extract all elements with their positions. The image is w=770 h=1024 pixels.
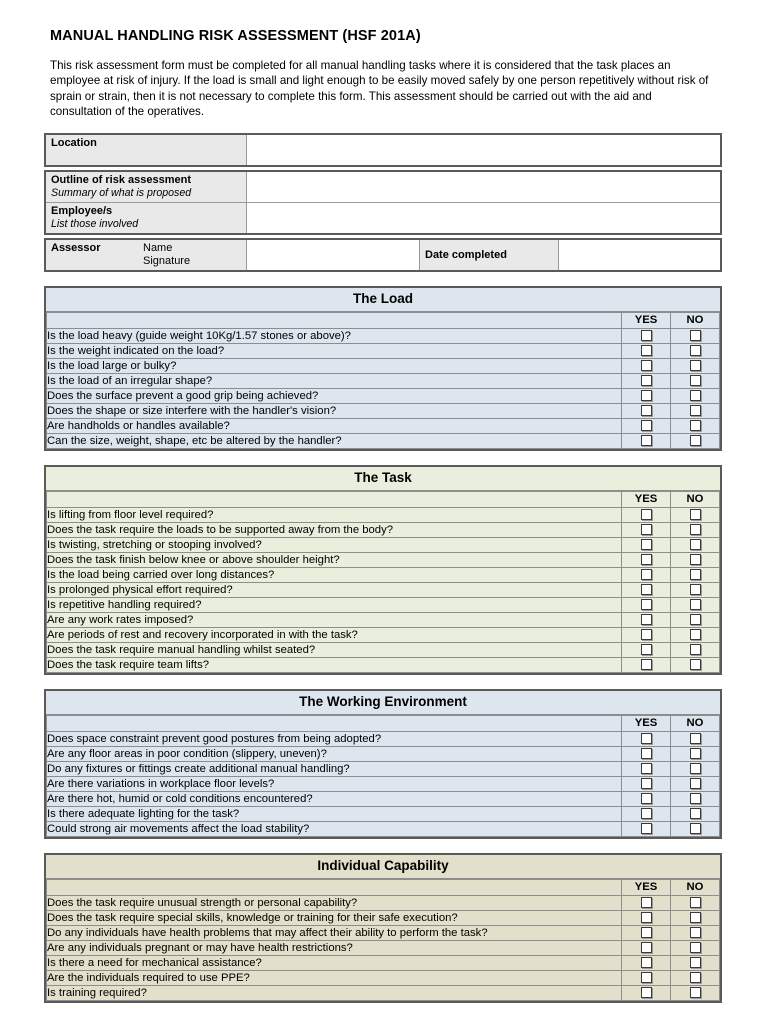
document-body bbox=[44, 28, 726, 1003]
column-header-yes: YES bbox=[622, 880, 671, 896]
checkbox-no-icon[interactable] bbox=[690, 793, 701, 804]
page-title: MANUAL HANDLING RISK ASSESSMENT (HSF 201A) bbox=[50, 28, 421, 44]
question-label: Is there a need for mechanical assistance? bbox=[47, 956, 622, 971]
location-label: Location bbox=[51, 137, 97, 150]
table-row bbox=[47, 598, 720, 613]
outline-label-cell bbox=[45, 171, 247, 203]
checkbox-cell-no[interactable] bbox=[671, 434, 720, 449]
header-blank-cell bbox=[47, 313, 622, 329]
checkbox-yes-icon[interactable] bbox=[641, 987, 652, 998]
table-row bbox=[47, 971, 720, 986]
column-header-yes: YES bbox=[622, 492, 671, 508]
checkbox-cell-yes[interactable] bbox=[622, 762, 671, 777]
outline-label: Outline of risk assessment bbox=[51, 174, 191, 187]
checkbox-yes-icon[interactable] bbox=[641, 823, 652, 834]
checkbox-cell-no[interactable] bbox=[671, 658, 720, 673]
checkbox-yes-icon[interactable] bbox=[641, 569, 652, 580]
checkbox-yes-icon[interactable] bbox=[641, 435, 652, 446]
checkbox-cell-yes[interactable] bbox=[622, 926, 671, 941]
checkbox-cell-no[interactable] bbox=[671, 598, 720, 613]
employees-label-cell bbox=[45, 203, 247, 235]
checkbox-cell-yes[interactable] bbox=[622, 777, 671, 792]
question-label: Does the task require unusual strength or personal capability? bbox=[47, 896, 622, 911]
question-label: Are the individuals required to use PPE? bbox=[47, 971, 622, 986]
questions-table-load bbox=[46, 312, 720, 449]
checkbox-cell-yes[interactable] bbox=[622, 508, 671, 523]
section-environment bbox=[44, 689, 722, 839]
table-row bbox=[45, 134, 721, 166]
checkbox-cell-yes[interactable] bbox=[622, 568, 671, 583]
checkbox-no-icon[interactable] bbox=[690, 509, 701, 520]
checkbox-cell-yes[interactable] bbox=[622, 792, 671, 807]
table-row bbox=[47, 762, 720, 777]
checkbox-cell-no[interactable] bbox=[671, 732, 720, 747]
checkbox-cell-yes[interactable] bbox=[622, 747, 671, 762]
checkbox-yes-icon[interactable] bbox=[641, 897, 652, 908]
checkbox-cell-yes[interactable] bbox=[622, 419, 671, 434]
checkbox-cell-yes[interactable] bbox=[622, 658, 671, 673]
assessor-label-cell bbox=[45, 239, 247, 271]
checkbox-no-icon[interactable] bbox=[690, 733, 701, 744]
outline-sublabel: Summary of what is proposed bbox=[51, 187, 192, 200]
checkbox-cell-no[interactable] bbox=[671, 747, 720, 762]
checkbox-cell-yes[interactable] bbox=[622, 628, 671, 643]
checkbox-cell-yes[interactable] bbox=[622, 583, 671, 598]
table-row bbox=[47, 434, 720, 449]
employees-sublabel: List those involved bbox=[51, 218, 139, 231]
checkbox-yes-icon[interactable] bbox=[641, 957, 652, 968]
checkbox-no-icon[interactable] bbox=[690, 659, 701, 670]
column-header-no: NO bbox=[671, 492, 720, 508]
question-label: Is the load of an irregular shape? bbox=[47, 374, 622, 389]
column-header-no: NO bbox=[671, 880, 720, 896]
checkbox-cell-yes[interactable] bbox=[622, 896, 671, 911]
table-row bbox=[47, 643, 720, 658]
table-row bbox=[47, 583, 720, 598]
question-label: Does the task require special skills, knowledge or training for their safe execution? bbox=[47, 911, 622, 926]
checkbox-no-icon[interactable] bbox=[690, 823, 701, 834]
column-header-no: NO bbox=[671, 313, 720, 329]
checkbox-yes-icon[interactable] bbox=[641, 614, 652, 625]
checkbox-cell-yes[interactable] bbox=[622, 344, 671, 359]
checkbox-cell-no[interactable] bbox=[671, 822, 720, 837]
checkbox-yes-icon[interactable] bbox=[641, 733, 652, 744]
checkbox-cell-yes[interactable] bbox=[622, 538, 671, 553]
checkbox-cell-yes[interactable] bbox=[622, 389, 671, 404]
checkbox-no-icon[interactable] bbox=[690, 972, 701, 983]
table-row bbox=[47, 986, 720, 1001]
table-row bbox=[47, 419, 720, 434]
checkbox-cell-yes[interactable] bbox=[622, 941, 671, 956]
checkbox-no-icon[interactable] bbox=[690, 524, 701, 535]
checkbox-no-icon[interactable] bbox=[690, 375, 701, 386]
checkbox-cell-no[interactable] bbox=[671, 553, 720, 568]
question-label: Does the shape or size interfere with the handler's vision? bbox=[47, 404, 622, 419]
section-capability bbox=[44, 853, 722, 1003]
checkbox-cell-no[interactable] bbox=[671, 419, 720, 434]
checkbox-no-icon[interactable] bbox=[690, 599, 701, 610]
table-row bbox=[45, 203, 721, 235]
checkbox-cell-yes[interactable] bbox=[622, 404, 671, 419]
assessor-name-signature bbox=[143, 242, 190, 268]
question-label: Is twisting, stretching or stooping involved? bbox=[47, 538, 622, 553]
checkbox-no-icon[interactable] bbox=[690, 927, 701, 938]
checkbox-no-icon[interactable] bbox=[690, 330, 701, 341]
checkbox-no-icon[interactable] bbox=[690, 390, 701, 401]
question-label: Could strong air movements affect the load stability? bbox=[47, 822, 622, 837]
checkbox-cell-yes[interactable] bbox=[622, 732, 671, 747]
table-row bbox=[47, 792, 720, 807]
checkbox-yes-icon[interactable] bbox=[641, 539, 652, 550]
checkbox-cell-no[interactable] bbox=[671, 926, 720, 941]
table-row bbox=[47, 911, 720, 926]
section-task bbox=[44, 465, 722, 675]
checkbox-cell-no[interactable] bbox=[671, 359, 720, 374]
table-row bbox=[47, 747, 720, 762]
checkbox-cell-no[interactable] bbox=[671, 911, 720, 926]
checkbox-yes-icon[interactable] bbox=[641, 927, 652, 938]
checkbox-cell-no[interactable] bbox=[671, 956, 720, 971]
checkbox-cell-no[interactable] bbox=[671, 344, 720, 359]
checkbox-yes-icon[interactable] bbox=[641, 330, 652, 341]
checkbox-yes-icon[interactable] bbox=[641, 509, 652, 520]
table-row bbox=[47, 344, 720, 359]
checkbox-no-icon[interactable] bbox=[690, 644, 701, 655]
checkbox-no-icon[interactable] bbox=[690, 987, 701, 998]
assessor-input[interactable] bbox=[247, 239, 420, 271]
checkbox-yes-icon[interactable] bbox=[641, 972, 652, 983]
checkbox-no-icon[interactable] bbox=[690, 957, 701, 968]
table-row bbox=[47, 404, 720, 419]
question-label: Is the load being carried over long distances? bbox=[47, 568, 622, 583]
checkbox-yes-icon[interactable] bbox=[641, 375, 652, 386]
checkbox-cell-no[interactable] bbox=[671, 777, 720, 792]
question-label: Are periods of rest and recovery incorporated in with the task? bbox=[47, 628, 622, 643]
table-row bbox=[47, 822, 720, 837]
checkbox-no-icon[interactable] bbox=[690, 584, 701, 595]
question-label: Does space constraint prevent good postures from being adopted? bbox=[47, 732, 622, 747]
checkbox-yes-icon[interactable] bbox=[641, 644, 652, 655]
checklist-sections bbox=[44, 286, 726, 1003]
checkbox-cell-no[interactable] bbox=[671, 792, 720, 807]
checkbox-yes-icon[interactable] bbox=[641, 584, 652, 595]
checkbox-cell-yes[interactable] bbox=[622, 523, 671, 538]
date-completed-input[interactable] bbox=[559, 239, 722, 271]
location-label-cell bbox=[45, 134, 247, 166]
questions-table-task bbox=[46, 491, 720, 673]
question-label: Does the surface prevent a good grip being achieved? bbox=[47, 389, 622, 404]
checkbox-cell-no[interactable] bbox=[671, 523, 720, 538]
checkbox-no-icon[interactable] bbox=[690, 614, 701, 625]
date-completed-label: Date completed bbox=[420, 239, 559, 271]
checkbox-cell-no[interactable] bbox=[671, 568, 720, 583]
checkbox-cell-yes[interactable] bbox=[622, 986, 671, 1001]
checkbox-yes-icon[interactable] bbox=[641, 912, 652, 923]
question-label: Does the task require the loads to be supported away from the body? bbox=[47, 523, 622, 538]
checkbox-yes-icon[interactable] bbox=[641, 554, 652, 565]
checkbox-no-icon[interactable] bbox=[690, 569, 701, 580]
checkbox-cell-yes[interactable] bbox=[622, 553, 671, 568]
checkbox-no-icon[interactable] bbox=[690, 435, 701, 446]
table-header-row bbox=[47, 492, 720, 508]
checkbox-cell-no[interactable] bbox=[671, 583, 720, 598]
table-row bbox=[47, 658, 720, 673]
question-label: Are there variations in workplace floor levels? bbox=[47, 777, 622, 792]
table-row bbox=[47, 523, 720, 538]
section-load bbox=[44, 286, 722, 451]
table-row bbox=[47, 807, 720, 822]
table-row bbox=[47, 956, 720, 971]
table-row bbox=[47, 941, 720, 956]
checkbox-no-icon[interactable] bbox=[690, 778, 701, 789]
checkbox-yes-icon[interactable] bbox=[641, 793, 652, 804]
table-row bbox=[47, 777, 720, 792]
checkbox-yes-icon[interactable] bbox=[641, 360, 652, 371]
question-label: Is there adequate lighting for the task? bbox=[47, 807, 622, 822]
assessor-name-label: Name bbox=[143, 242, 173, 255]
question-label: Is the load large or bulky? bbox=[47, 359, 622, 374]
outline-employees-block bbox=[44, 170, 722, 235]
checkbox-no-icon[interactable] bbox=[690, 539, 701, 550]
intro-paragraph: This risk assessment form must be completed for all manual handling tasks where it is considered that the task places an employee at risk of injury. If the load is small and light enough to be easily moved safely by one person repetitively without risk of sprain or strain, then it is not necessary to complete this form. This assessment should be carried out with the aid and consultation of the operatives. bbox=[50, 59, 709, 118]
checkbox-no-icon[interactable] bbox=[690, 554, 701, 565]
checkbox-cell-yes[interactable] bbox=[622, 822, 671, 837]
question-label: Is the load heavy (guide weight 10Kg/1.57 stones or above)? bbox=[47, 329, 622, 344]
table-row bbox=[45, 239, 721, 271]
section-title-capability: Individual Capability bbox=[46, 855, 720, 879]
checkbox-yes-icon[interactable] bbox=[641, 629, 652, 640]
checkbox-yes-icon[interactable] bbox=[641, 763, 652, 774]
employees-label: Employee/s bbox=[51, 205, 113, 218]
table-row bbox=[47, 389, 720, 404]
question-label: Is prolonged physical effort required? bbox=[47, 583, 622, 598]
checkbox-cell-yes[interactable] bbox=[622, 359, 671, 374]
question-label: Are handholds or handles available? bbox=[47, 419, 622, 434]
question-label: Does the task require manual handling whilst seated? bbox=[47, 643, 622, 658]
header-blank-cell bbox=[47, 880, 622, 896]
assessor-label: Assessor bbox=[51, 242, 101, 255]
checkbox-no-icon[interactable] bbox=[690, 897, 701, 908]
table-row bbox=[47, 359, 720, 374]
checkbox-no-icon[interactable] bbox=[690, 763, 701, 774]
checkbox-no-icon[interactable] bbox=[690, 360, 701, 371]
checkbox-no-icon[interactable] bbox=[690, 912, 701, 923]
question-label: Can the size, weight, shape, etc be altered by the handler? bbox=[47, 434, 622, 449]
table-row bbox=[47, 508, 720, 523]
checkbox-cell-no[interactable] bbox=[671, 941, 720, 956]
checkbox-cell-no[interactable] bbox=[671, 404, 720, 419]
table-row bbox=[47, 568, 720, 583]
section-title-load: The Load bbox=[46, 288, 720, 312]
assessor-block bbox=[44, 238, 722, 272]
checkbox-yes-icon[interactable] bbox=[641, 390, 652, 401]
section-title-task: The Task bbox=[46, 467, 720, 491]
question-label: Are any work rates imposed? bbox=[47, 613, 622, 628]
question-label: Is repetitive handling required? bbox=[47, 598, 622, 613]
checkbox-cell-yes[interactable] bbox=[622, 434, 671, 449]
employees-input[interactable] bbox=[247, 203, 722, 235]
checkbox-no-icon[interactable] bbox=[690, 420, 701, 431]
checkbox-no-icon[interactable] bbox=[690, 345, 701, 356]
header-blank-cell bbox=[47, 716, 622, 732]
location-block bbox=[44, 133, 722, 167]
checkbox-yes-icon[interactable] bbox=[641, 778, 652, 789]
checkbox-cell-yes[interactable] bbox=[622, 956, 671, 971]
checkbox-cell-no[interactable] bbox=[671, 613, 720, 628]
checkbox-yes-icon[interactable] bbox=[641, 942, 652, 953]
table-row bbox=[47, 896, 720, 911]
checkbox-cell-yes[interactable] bbox=[622, 807, 671, 822]
checkbox-yes-icon[interactable] bbox=[641, 420, 652, 431]
question-label: Is lifting from floor level required? bbox=[47, 508, 622, 523]
checkbox-cell-no[interactable] bbox=[671, 971, 720, 986]
checkbox-cell-no[interactable] bbox=[671, 389, 720, 404]
table-row bbox=[47, 374, 720, 389]
checkbox-yes-icon[interactable] bbox=[641, 405, 652, 416]
question-label: Is training required? bbox=[47, 986, 622, 1001]
column-header-yes: YES bbox=[622, 716, 671, 732]
checkbox-yes-icon[interactable] bbox=[641, 345, 652, 356]
table-row bbox=[47, 329, 720, 344]
checkbox-cell-no[interactable] bbox=[671, 807, 720, 822]
checkbox-cell-yes[interactable] bbox=[622, 374, 671, 389]
table-header-row bbox=[47, 716, 720, 732]
checkbox-cell-yes[interactable] bbox=[622, 329, 671, 344]
section-title-environment: The Working Environment bbox=[46, 691, 720, 715]
question-label: Does the task finish below knee or above shoulder height? bbox=[47, 553, 622, 568]
checkbox-cell-no[interactable] bbox=[671, 508, 720, 523]
checkbox-cell-yes[interactable] bbox=[622, 911, 671, 926]
outline-input[interactable] bbox=[247, 171, 722, 203]
checkbox-no-icon[interactable] bbox=[690, 405, 701, 416]
table-row bbox=[47, 613, 720, 628]
checkbox-cell-no[interactable] bbox=[671, 986, 720, 1001]
questions-table-capability bbox=[46, 879, 720, 1001]
assessor-signature-label: Signature bbox=[143, 255, 191, 268]
checkbox-yes-icon[interactable] bbox=[641, 808, 652, 819]
question-label: Do any fixtures or fittings create additional manual handling? bbox=[47, 762, 622, 777]
checkbox-yes-icon[interactable] bbox=[641, 659, 652, 670]
checkbox-cell-no[interactable] bbox=[671, 329, 720, 344]
header-blank-cell bbox=[47, 492, 622, 508]
checkbox-cell-no[interactable] bbox=[671, 374, 720, 389]
checkbox-cell-no[interactable] bbox=[671, 896, 720, 911]
question-label: Is the weight indicated on the load? bbox=[47, 344, 622, 359]
table-row bbox=[47, 732, 720, 747]
checkbox-cell-yes[interactable] bbox=[622, 971, 671, 986]
column-header-no: NO bbox=[671, 716, 720, 732]
checkbox-yes-icon[interactable] bbox=[641, 524, 652, 535]
question-label: Do any individuals have health problems that may affect their ability to perform the task? bbox=[47, 926, 622, 941]
question-label: Are there hot, humid or cold conditions encountered? bbox=[47, 792, 622, 807]
checkbox-cell-no[interactable] bbox=[671, 628, 720, 643]
checkbox-cell-no[interactable] bbox=[671, 643, 720, 658]
checkbox-no-icon[interactable] bbox=[690, 942, 701, 953]
checkbox-yes-icon[interactable] bbox=[641, 748, 652, 759]
question-label: Does the task require team lifts? bbox=[47, 658, 622, 673]
checkbox-cell-no[interactable] bbox=[671, 538, 720, 553]
checkbox-yes-icon[interactable] bbox=[641, 599, 652, 610]
checkbox-no-icon[interactable] bbox=[690, 748, 701, 759]
table-header-row bbox=[47, 313, 720, 329]
table-row bbox=[47, 553, 720, 568]
question-label: Are any individuals pregnant or may have health restrictions? bbox=[47, 941, 622, 956]
checkbox-cell-no[interactable] bbox=[671, 762, 720, 777]
table-row bbox=[45, 171, 721, 203]
table-header-row bbox=[47, 880, 720, 896]
checkbox-no-icon[interactable] bbox=[690, 808, 701, 819]
checkbox-cell-yes[interactable] bbox=[622, 613, 671, 628]
checkbox-cell-yes[interactable] bbox=[622, 598, 671, 613]
questions-table-environment bbox=[46, 715, 720, 837]
table-row bbox=[47, 628, 720, 643]
location-input[interactable] bbox=[247, 134, 722, 166]
checkbox-no-icon[interactable] bbox=[690, 629, 701, 640]
question-label: Are any floor areas in poor condition (slippery, uneven)? bbox=[47, 747, 622, 762]
table-row bbox=[47, 538, 720, 553]
column-header-yes: YES bbox=[622, 313, 671, 329]
table-row bbox=[47, 926, 720, 941]
checkbox-cell-yes[interactable] bbox=[622, 643, 671, 658]
